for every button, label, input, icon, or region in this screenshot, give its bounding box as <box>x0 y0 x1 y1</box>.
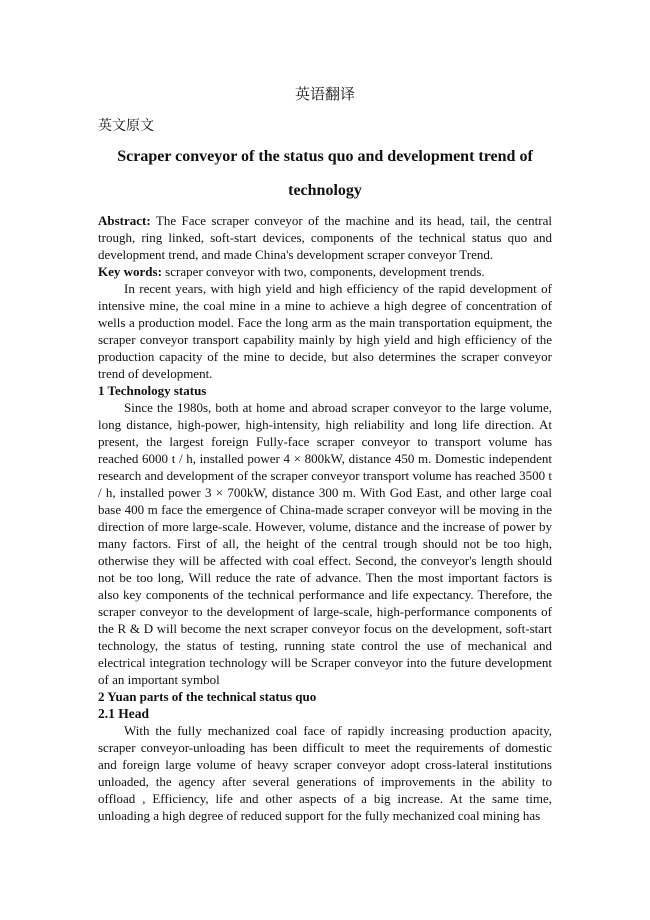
section-1-heading: 1 Technology status <box>98 383 207 398</box>
chinese-title: 英语翻译 <box>294 85 355 103</box>
keywords-label: Key words: <box>98 264 162 279</box>
abstract <box>98 212 552 263</box>
section-1-paragraph: Since the 1980s, both at home and abroad scraper conveyor to the large volume, long distance, high-power, high-intensity, high reliability and long life direction. At present, the largest foreign Fully-face scraper conveyor to transport volume has reached 6000 t / h, installed power 4 × 800kW, distance 450 m. Domestic independent research and development of the scraper conveyor transport volume has reached 3500 t / h, installed power 3 × 700kW, distance 300 m. With God East, and other large coal base 400 m face the emergence of China-made scraper conveyor will be moving in the direction of more large-scale. However, volume, distance and the increase of power by many factors. First of all, the height of the central trough should not be too high, otherwise they will be affected with coal effect. Second, the conveyor's length should not be too long, Will reduce the rate of advance. Then the most important factors is also key components of the technical performance and life expectancy. Therefore, the scraper conveyor to the development of large-scale, high-performance components of the R & D will become the next scraper conveyor focus on the development, soft-start technology, the status of testing, running state control the use of mechanical and electrical integration technology will be Scraper conveyor into the future development of an important symbol <box>98 400 552 687</box>
chinese-subtitle: 英文原文 <box>98 118 154 134</box>
english-title: Scraper conveyor of the status quo and development trend of technology <box>117 148 533 199</box>
keywords-text: scraper conveyor with two, components, development trends. <box>161 264 485 279</box>
section-2-1-heading: 2.1 Head <box>98 706 150 721</box>
section-2-heading: 2 Yuan parts of the technical status quo <box>98 689 317 704</box>
abstract-text: The Face scraper conveyor of the machine and its head, tail, the central trough, ring linked, soft-start devices, components of the technical status quo and development trend, and made China's development scraper conveyor Trend. <box>98 213 552 262</box>
abstract-label: Abstract: <box>98 213 151 228</box>
intro-paragraph: In recent years, with high yield and high efficiency of the rapid development of intensive mine, the coal mine in a mine to achieve a high degree of concentration of wells a production model. Face the long arm as the main transportation equipment, the scraper conveyor transport capability mainly by high yield and high efficiency of the production capacity of the mine to decide, but also determines the scraper conveyor trend of development. <box>98 281 552 381</box>
keywords <box>98 263 552 280</box>
section-2-1-paragraph: With the fully mechanized coal face of rapidly increasing production apacity, scraper conveyor-unloading has been difficult to meet the requirements of domestic and foreign large volume of heavy scraper conveyor adopt cross-lateral institutions unloaded, the agency after several generations of improvements in the ability to offload , Efficiency, life and other aspects of a big increase. At the same time, unloading a high degree of reduced support for the fully mechanized coal mining has <box>98 723 552 823</box>
